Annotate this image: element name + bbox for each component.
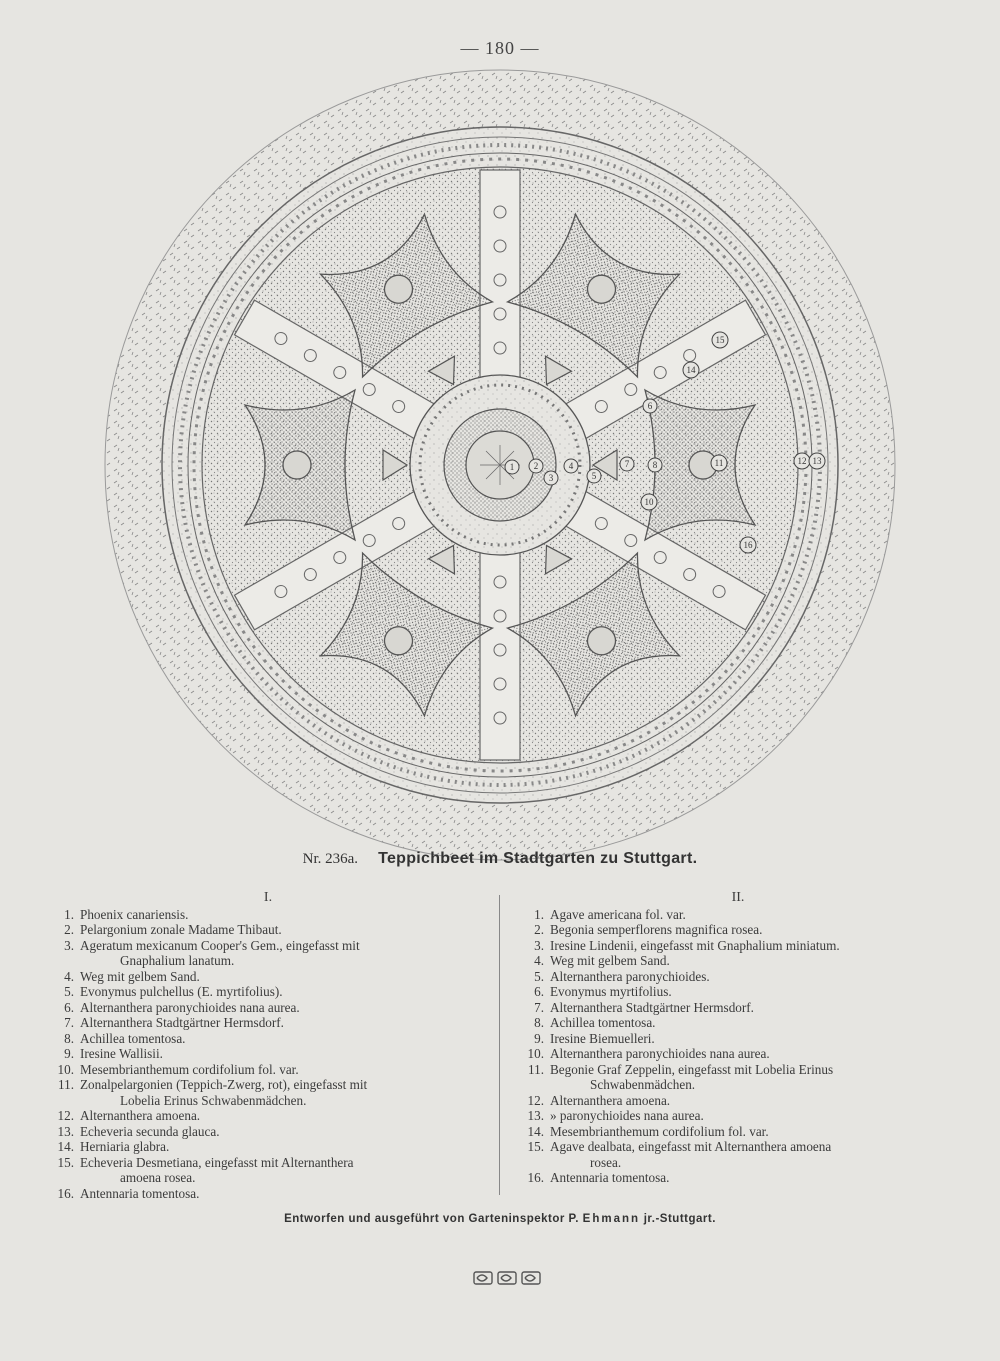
legend-entry-line: Phoenix canariensis. <box>80 906 189 922</box>
legend-entry <box>48 1031 488 1047</box>
legend-entry-line: Iresine Biemuelleri. <box>550 1030 655 1046</box>
legend-entry-number: 11. <box>58 1077 74 1092</box>
legend-entry-number: 2. <box>64 922 74 937</box>
legend-entry-number: 6. <box>534 984 544 999</box>
legend-entry-text <box>80 969 488 985</box>
legend-entry-number: 4. <box>534 953 544 968</box>
legend-entry-number: 15. <box>57 1154 74 1170</box>
legend-heading-two: II. <box>731 890 745 905</box>
marker-3 <box>544 471 558 485</box>
legend-entry-text <box>550 907 958 923</box>
legend-entry <box>48 1077 488 1108</box>
legend-entry-number: 16. <box>57 1185 74 1201</box>
legend-entry-line: Lobelia Erinus Schwabenmädchen. <box>120 1092 307 1108</box>
legend-entry-text <box>550 1062 958 1093</box>
legend-entry-number: 14. <box>57 1139 74 1154</box>
credit-line <box>0 1213 1000 1225</box>
credit-prefix: Entworfen und ausgeführt von Garteninspektor P. <box>284 1213 579 1225</box>
legend-entry-line: Antennaria tomentosa. <box>550 1170 670 1185</box>
figure-caption <box>0 850 1000 868</box>
legend-entry-line: Iresine Wallisii. <box>80 1046 163 1061</box>
legend-entry-text <box>550 953 958 969</box>
legend-entry-text <box>550 922 958 938</box>
legend-entry-line: Evonymus pulchellus (E. myrtifolius). <box>80 984 283 999</box>
legend-entry-number: 7. <box>64 1015 74 1030</box>
credit-name: Ehmann <box>582 1213 641 1225</box>
legend-entry-text <box>80 1186 488 1202</box>
legend-column-one <box>48 890 488 1201</box>
legend-entry-line: Alternanthera Stadtgärtner Hermsdorf. <box>80 1015 284 1030</box>
legend-entry-text <box>550 1170 958 1186</box>
legend-entry-text <box>80 1077 488 1108</box>
legend-entry-text <box>550 1000 958 1016</box>
legend-entry <box>518 1093 958 1109</box>
legend-entry-text <box>550 1031 958 1047</box>
legend-entry <box>48 922 488 938</box>
legend-entry-line: Antennaria tomentosa. <box>80 1185 200 1201</box>
svg-text:11: 11 <box>714 458 724 468</box>
marker-6 <box>643 399 657 413</box>
svg-text:3: 3 <box>548 473 554 483</box>
legend-entry-line: » paronychioides nana aurea. <box>550 1108 704 1123</box>
legend-entry <box>48 1062 488 1078</box>
marker-1 <box>505 460 519 474</box>
legend-entry-line: Alternanthera amoena. <box>550 1092 671 1108</box>
legend-entry-number: 5. <box>534 968 544 984</box>
legend-entry <box>48 907 488 923</box>
legend-entry-number: 12. <box>57 1108 74 1123</box>
legend-entry-line: Alternanthera paronychioides. <box>550 968 710 984</box>
legend-entry-number: 10. <box>527 1046 544 1061</box>
legend-entry-line: Gnaphalium lanatum. <box>120 953 235 968</box>
legend-entry-line: Alternanthera amoena. <box>80 1108 201 1123</box>
legend-entry <box>518 938 958 954</box>
legend-entry-number: 6. <box>64 999 74 1015</box>
legend-entry-text <box>550 1108 958 1124</box>
svg-text:5: 5 <box>591 471 597 481</box>
legend-entry <box>48 1155 488 1186</box>
svg-text:1: 1 <box>509 462 515 472</box>
svg-text:6: 6 <box>647 401 653 411</box>
legend-entry-text <box>550 1093 958 1109</box>
legend-entry-text <box>550 938 958 954</box>
legend-column-two <box>518 890 958 1186</box>
marker-15 <box>712 332 728 348</box>
legend-heading-one: I. <box>263 890 273 905</box>
legend-entry-text <box>80 938 488 969</box>
legend-entry-line: Evonymus myrtifolius. <box>550 984 672 999</box>
legend-entry <box>48 1139 488 1155</box>
legend-entry-number: 8. <box>64 1030 74 1046</box>
marker-13 <box>809 453 825 469</box>
legend-entry-number: 7. <box>534 999 544 1015</box>
legend-entry <box>48 984 488 1000</box>
legend-entry <box>518 969 958 985</box>
legend-entry <box>518 953 958 969</box>
legend-entry <box>518 907 958 923</box>
legend-entry-line: Echeveria secunda glauca. <box>80 1123 220 1139</box>
marker-12 <box>794 453 810 469</box>
legend-entry-line: Pelargonium zonale Madame Thibaut. <box>80 922 282 937</box>
legend-entry-text <box>80 1062 488 1078</box>
legend-entry-line: Alternanthera Stadtgärtner Hermsdorf. <box>550 999 754 1015</box>
legend-entry-line: Weg mit gelbem Sand. <box>550 953 670 968</box>
legend-entry-text <box>80 1031 488 1047</box>
legend-entry-number: 8. <box>534 1015 544 1030</box>
legend-entry-line: Zonalpelargonien (Teppich-Zwerg, rot), eingefasst mit <box>80 1077 368 1092</box>
legend-entry-number: 1. <box>534 906 544 922</box>
legend-entry-line: Agave dealbata, eingefasst mit Alternanthera amoena <box>550 1139 832 1154</box>
legend-entry-text <box>550 1015 958 1031</box>
page-number: — 180 — <box>460 38 540 58</box>
svg-text:2: 2 <box>533 461 539 471</box>
legend-entry <box>48 1124 488 1140</box>
legend-entry <box>518 1170 958 1186</box>
legend-entry-text <box>80 1139 488 1155</box>
legend-entry-line: Agave americana fol. var. <box>550 906 686 922</box>
legend-entry <box>48 1015 488 1031</box>
legend-entry-text <box>80 1015 488 1031</box>
legend-entry <box>518 1124 958 1140</box>
svg-text:12: 12 <box>797 456 807 466</box>
legend-entry-number: 14. <box>527 1123 544 1139</box>
legend-entry-number: 3. <box>534 937 544 953</box>
legend-entry <box>518 1046 958 1062</box>
svg-text:14: 14 <box>686 365 696 375</box>
legend-entry <box>518 922 958 938</box>
legend-entry-number: 9. <box>64 1046 74 1061</box>
credit-suffix: jr.-Stuttgart. <box>643 1213 716 1225</box>
legend-entry-text <box>80 907 488 923</box>
legend-entry <box>518 1031 958 1047</box>
legend-entry-line: Iresine Lindenii, eingefasst mit Gnaphalium miniatum. <box>550 937 840 953</box>
legend-entry-number: 9. <box>534 1030 544 1046</box>
legend-entry-line: Begonie Graf Zeppelin, eingefasst mit Lobelia Erinus <box>550 1061 834 1077</box>
marker-7 <box>620 457 634 471</box>
legend-entry-line: Achillea tomentosa. <box>550 1015 656 1030</box>
legend-entry-text <box>80 1108 488 1124</box>
legend-entry-number: 2. <box>534 922 544 937</box>
marker-10 <box>641 494 657 510</box>
legend-entry-line: Weg mit gelbem Sand. <box>80 968 200 984</box>
legend-entry-line: Mesembrianthemum cordifolium fol. var. <box>80 1061 299 1077</box>
legend-entry-line: Begonia semperflorens magnifica rosea. <box>550 922 763 937</box>
svg-text:16: 16 <box>743 540 753 550</box>
legend-entry-line: Achillea tomentosa. <box>80 1030 186 1046</box>
legend-entry <box>518 984 958 1000</box>
legend-entry <box>48 1186 488 1202</box>
legend-entry <box>48 938 488 969</box>
legend-entry-number: 11. <box>528 1061 544 1077</box>
marker-11 <box>711 455 727 471</box>
legend-entry-number: 10. <box>57 1061 74 1077</box>
legend-entry-number: 12. <box>527 1092 544 1108</box>
legend-entry-line: Schwabenmädchen. <box>590 1077 696 1092</box>
legend-entry <box>518 1108 958 1124</box>
svg-text:7: 7 <box>624 459 630 469</box>
legend-entry-text <box>80 1046 488 1062</box>
end-ornament-icon <box>472 1269 542 1287</box>
legend-entry-line: rosea. <box>590 1154 622 1170</box>
legend-entry <box>518 1000 958 1016</box>
legend-entry-text <box>80 1155 488 1186</box>
legend-list-two <box>518 907 958 1186</box>
legend-entry-number: 13. <box>57 1123 74 1139</box>
svg-text:4: 4 <box>568 461 574 471</box>
legend-entry-text <box>550 969 958 985</box>
legend-entry-text <box>550 984 958 1000</box>
legend-entry-number: 16. <box>527 1170 544 1185</box>
legend-entry-line: amoena rosea. <box>120 1170 196 1185</box>
legend-entry <box>518 1062 958 1093</box>
legend-entry-line: Alternanthera paronychioides nana aurea. <box>550 1046 770 1061</box>
legend-entry-number: 13. <box>527 1108 544 1123</box>
legend-entry-text <box>80 1124 488 1140</box>
figure-title: Teppichbeet im Stadtgarten zu Stuttgart. <box>378 850 698 867</box>
legend-entry-text <box>80 984 488 1000</box>
column-divider <box>499 895 500 1195</box>
legend-entry-number: 1. <box>64 906 74 922</box>
legend-entry-number: 15. <box>527 1139 544 1154</box>
legend-entry-text <box>80 1000 488 1016</box>
marker-14 <box>683 362 699 378</box>
legend-entry-text <box>80 922 488 938</box>
legend-entry <box>48 1046 488 1062</box>
svg-text:13: 13 <box>812 456 822 466</box>
legend-entry-text <box>550 1046 958 1062</box>
legend-entry-number: 3. <box>64 937 74 953</box>
legend-entry <box>48 1000 488 1016</box>
legend-entry <box>518 1139 958 1170</box>
svg-text:10: 10 <box>644 497 654 507</box>
legend-entry <box>518 1015 958 1031</box>
legend-entry-line: Mesembrianthemum cordifolium fol. var. <box>550 1123 769 1139</box>
legend-entry-text <box>550 1139 958 1170</box>
svg-text:15: 15 <box>715 335 725 345</box>
legend-entry <box>48 1108 488 1124</box>
legend-entry <box>48 969 488 985</box>
legend-entry-line: Herniaria glabra. <box>80 1139 170 1154</box>
marker-5 <box>587 469 601 483</box>
legend-entry-line: Alternanthera paronychioides nana aurea. <box>80 999 300 1015</box>
legend-entry-text <box>550 1124 958 1140</box>
marker-8 <box>648 458 662 472</box>
figure-number: Nr. 236a. <box>302 851 359 867</box>
marker-16 <box>740 537 756 553</box>
svg-text:8: 8 <box>652 460 658 470</box>
marker-4 <box>564 459 578 473</box>
legend-list-one <box>48 907 488 1202</box>
marker-2 <box>529 459 543 473</box>
legend-entry-number: 4. <box>64 968 74 984</box>
legend-entry-line: Echeveria Desmetiana, eingefasst mit Alternanthera <box>80 1154 354 1170</box>
legend-entry-number: 5. <box>64 984 74 999</box>
legend-entry-line: Ageratum mexicanum Cooper's Gem., eingefasst mit <box>80 937 360 953</box>
